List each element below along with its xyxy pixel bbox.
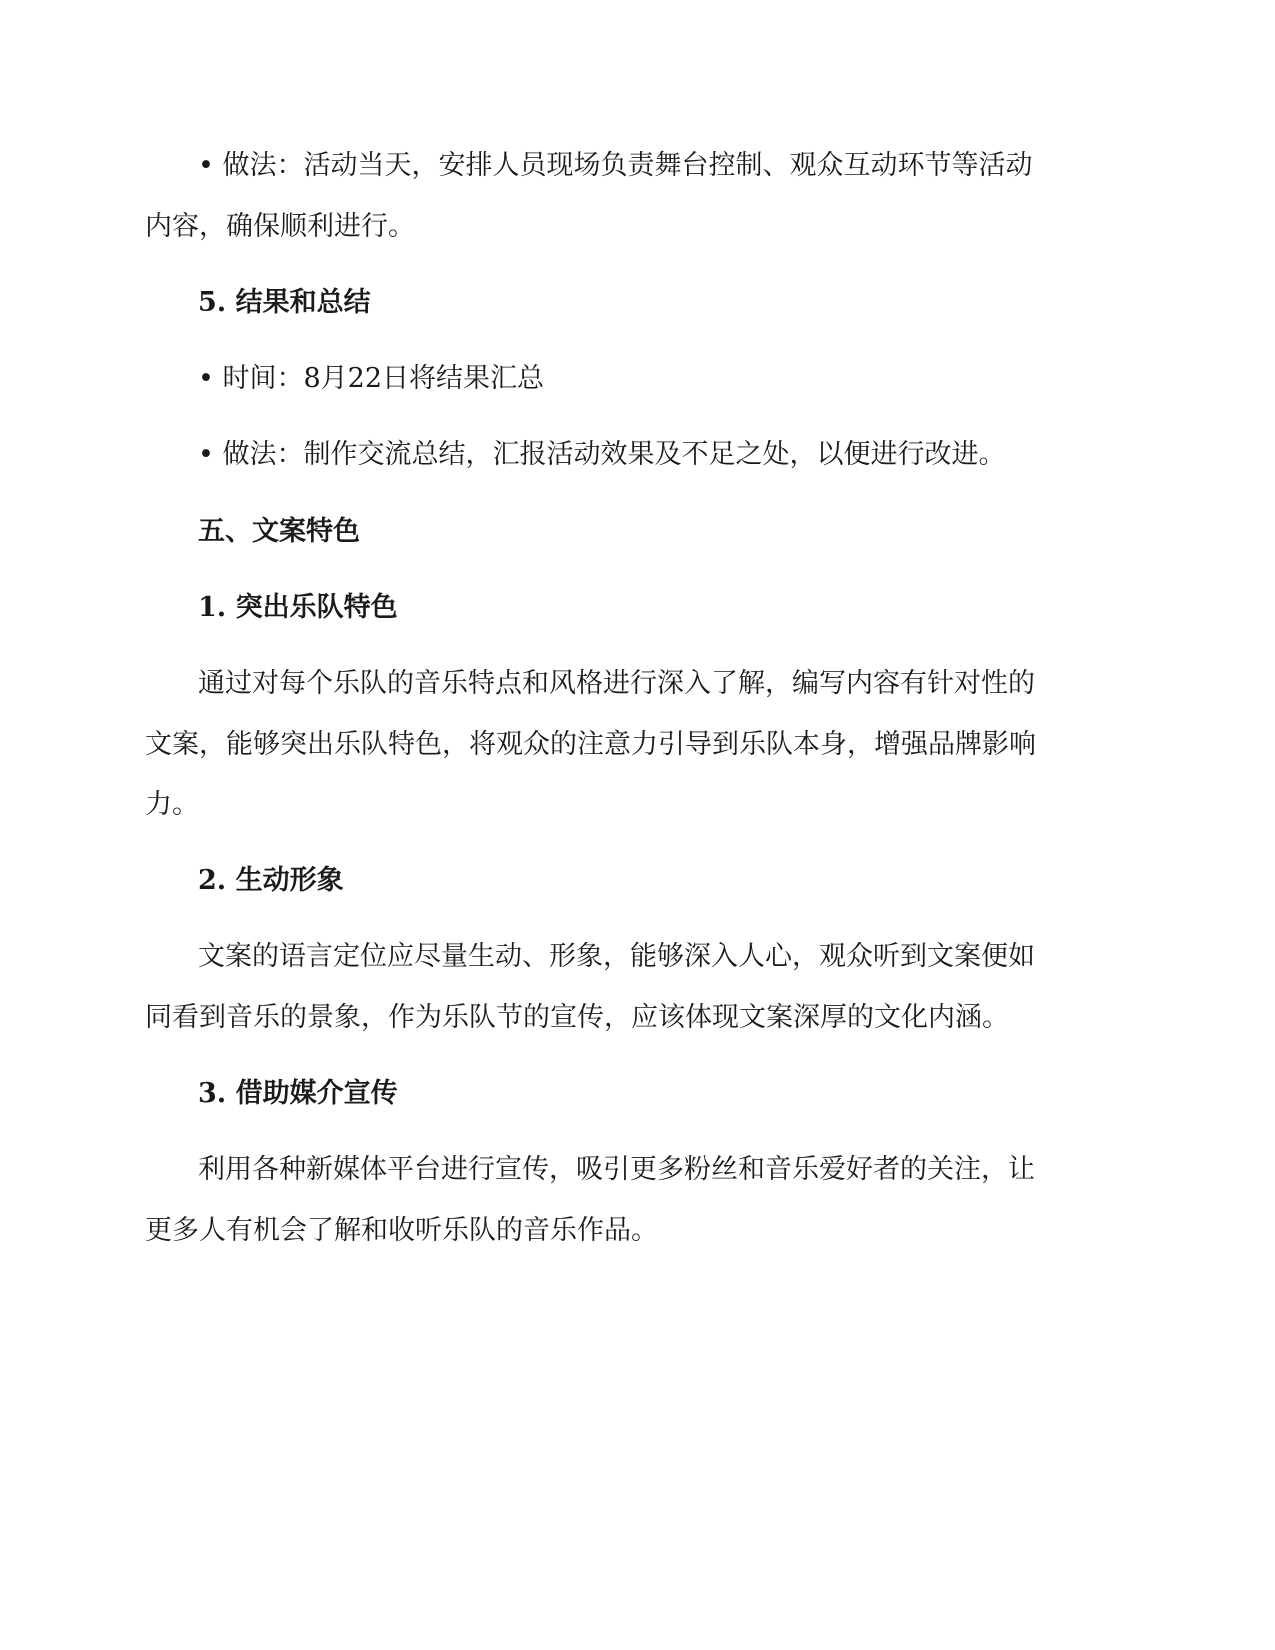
paragraph-band-features-2: 文案，能够突出乐队特色，将观众的注意力引导到乐队本身，增强品牌影响 [145, 729, 1036, 760]
section-heading-results: 5. 结果和总结 [198, 287, 371, 318]
paragraph-media-promotion-2: 更多人有机会了解和收听乐队的音乐作品。 [145, 1215, 658, 1246]
paragraph-band-features-1: 通过对每个乐队的音乐特点和风格进行深入了解，编写内容有针对性的 [198, 668, 1035, 699]
paragraph-vivid-imagery-2: 同看到音乐的景象，作为乐队节的宣传，应该体现文案深厚的文化内涵。 [145, 1002, 1009, 1033]
subheading-band-features: 1. 突出乐队特色 [198, 592, 398, 623]
bullet-execution-method-cont: 内容，确保顺利进行。 [145, 211, 415, 242]
paragraph-band-features-3: 力。 [145, 789, 199, 820]
paragraph-media-promotion-1: 利用各种新媒体平台进行宣传，吸引更多粉丝和音乐爱好者的关注，让 [198, 1154, 1035, 1185]
bullet-results-time: • 时间：8月22日将结果汇总 [198, 363, 545, 394]
bullet-results-method: • 做法：制作交流总结，汇报活动效果及不足之处，以便进行改进。 [198, 439, 1006, 470]
subheading-media-promotion: 3. 借助媒介宣传 [198, 1078, 398, 1109]
bullet-execution-method: • 做法：活动当天，安排人员现场负责舞台控制、观众互动环节等活动 [198, 150, 1033, 181]
paragraph-vivid-imagery-1: 文案的语言定位应尽量生动、形象，能够深入人心，观众听到文案便如 [198, 941, 1035, 972]
chapter-heading-copy-features: 五、文案特色 [198, 516, 360, 547]
subheading-vivid-imagery: 2. 生动形象 [198, 865, 344, 896]
